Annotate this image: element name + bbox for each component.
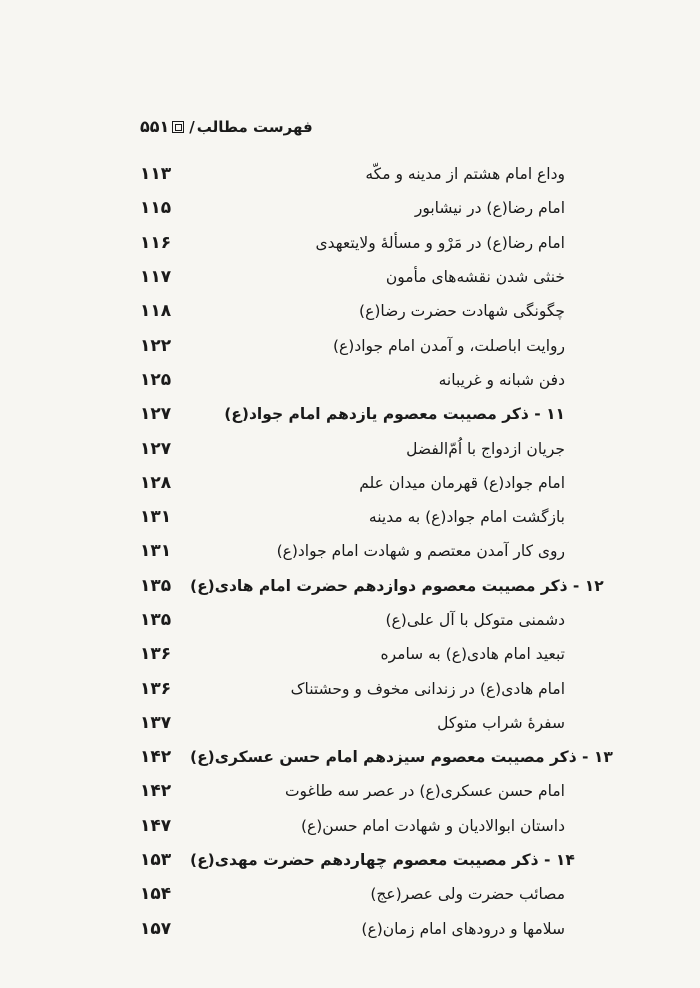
toc-entry-title: وداع امام هشتم از مدینه و مکّه: [365, 165, 565, 184]
toc-entry-title: دفن شبانه و غریبانه: [438, 370, 565, 389]
toc-entry-title: ۱۲ - ذکر مصیبت معصوم دوازدهم حضرت امام هادی(ع): [190, 576, 604, 595]
toc-page-number: ۱۵۷: [140, 918, 172, 939]
toc-entry: [140, 912, 565, 946]
toc-section-heading: [140, 740, 613, 774]
toc-entry-title: ۱۳ - ذکر مصیبت معصوم سیزدهم امام حسن عسکری(ع): [190, 748, 613, 767]
toc-page-number: ۱۲۲: [140, 335, 172, 356]
toc-entry: [140, 774, 565, 808]
running-head-separator: /: [189, 117, 195, 136]
toc-entry-title: بازگشت امام جواد(ع) به مدینه: [368, 508, 565, 527]
toc-section-heading: [140, 397, 565, 431]
square-ornament-icon: [172, 121, 184, 133]
toc-page-number: ۱۲۵: [140, 369, 172, 390]
running-head: [140, 117, 313, 136]
toc-entry: [140, 226, 565, 260]
toc-page-number: ۱۱۳: [140, 164, 172, 185]
toc-entry-title: روی کار آمدن معتصم و شهادت امام جواد(ع): [276, 542, 565, 561]
toc-entry-title: داستان ابوالادیان و شهادت امام حسن(ع): [300, 816, 565, 835]
toc-entry: [140, 706, 565, 740]
toc-entry-title: امام جواد(ع) قهرمان میدان علم: [359, 473, 565, 492]
toc-entry: [140, 294, 565, 328]
toc-entry: [140, 157, 565, 191]
toc-entry-title: امام حسن عسکری(ع) در عصر سه طاغوت: [284, 782, 565, 801]
toc-entry-title: جریان ازدواج با اُمّ‌الفضل: [406, 439, 565, 458]
toc-entry: [140, 431, 565, 465]
toc-entry: [140, 328, 565, 362]
toc-page-number: ۱۳۶: [140, 678, 172, 699]
toc-entry-title: سفرهٔ شراب متوکل: [437, 713, 565, 732]
toc-page-number: ۱۴۷: [140, 815, 172, 836]
toc-page-number: ۱۳۶: [140, 644, 172, 665]
toc-entry: [140, 534, 565, 568]
toc-entry: [140, 466, 565, 500]
toc-entry-title: روایت اباصلت، و آمدن امام جواد(ع): [333, 336, 565, 355]
toc-page-number: ۱۳۵: [140, 575, 172, 596]
toc-entry: [140, 671, 565, 705]
toc-page-number: ۱۲۸: [140, 472, 172, 493]
toc-page-number: ۱۱۸: [140, 301, 172, 322]
toc-page-number: ۱۱۷: [140, 267, 172, 288]
toc-page-number: ۱۴۲: [140, 781, 172, 802]
toc-entry-title: امام رضا(ع) در مَرْو و مسألهٔ ولایتعهدی: [315, 233, 565, 252]
toc-entry: [140, 363, 565, 397]
toc-entry-title: دشمنی متوکل با آل علی(ع): [385, 611, 565, 629]
toc-section-heading: [140, 843, 575, 877]
toc-page-number: ۱۵۴: [140, 884, 172, 905]
page-number: ۵۵۱: [140, 117, 170, 136]
toc-page-number: ۱۵۳: [140, 850, 172, 871]
toc-entry: [140, 260, 565, 294]
toc-page-number: ۱۳۷: [140, 712, 172, 733]
toc-page-number: ۱۱۶: [140, 232, 172, 253]
toc-entry-title: امام رضا(ع) در نیشابور: [414, 199, 565, 218]
toc-entry: [140, 877, 565, 911]
toc-page-number: ۱۳۱: [140, 541, 172, 562]
toc-entry: [140, 500, 565, 534]
toc-entry: [140, 637, 565, 671]
running-head-title: فهرست مطالب: [196, 117, 313, 136]
toc-entry-title: امام هادی(ع) در زندانی مخوف و وحشتناک: [290, 679, 565, 698]
table-of-contents: [140, 157, 613, 946]
toc-entry: [140, 191, 565, 225]
toc-entry-title: چگونگی شهادت حضرت رضا(ع): [359, 302, 565, 321]
toc-page-number: ۱۲۷: [140, 438, 172, 459]
toc-page-number: ۱۲۷: [140, 404, 172, 425]
toc-entry-title: سلامها و درودهای امام زمان(ع): [361, 919, 565, 938]
toc-entry-title: خنثی شدن نقشه‌های مأمون: [385, 268, 565, 287]
toc-section-heading: [140, 569, 604, 603]
toc-entry: [140, 809, 565, 843]
toc-entry: [140, 603, 565, 637]
toc-page-number: ۱۱۵: [140, 198, 172, 219]
toc-entry-title: ۱۱ - ذکر مصیبت معصوم یازدهم امام جواد(ع): [224, 405, 565, 424]
toc-page-number: ۱۳۵: [140, 610, 172, 630]
toc-page-number: ۱۳۱: [140, 507, 172, 528]
toc-entry-title: مصائب حضرت ولی عصر(عج): [370, 885, 565, 904]
toc-entry-title: ۱۴ - ذکر مصیبت معصوم چهاردهم حضرت مهدی(ع): [190, 851, 575, 870]
toc-entry-title: تبعید امام هادی(ع) به سامره: [380, 645, 565, 664]
toc-page-number: ۱۴۲: [140, 747, 172, 768]
